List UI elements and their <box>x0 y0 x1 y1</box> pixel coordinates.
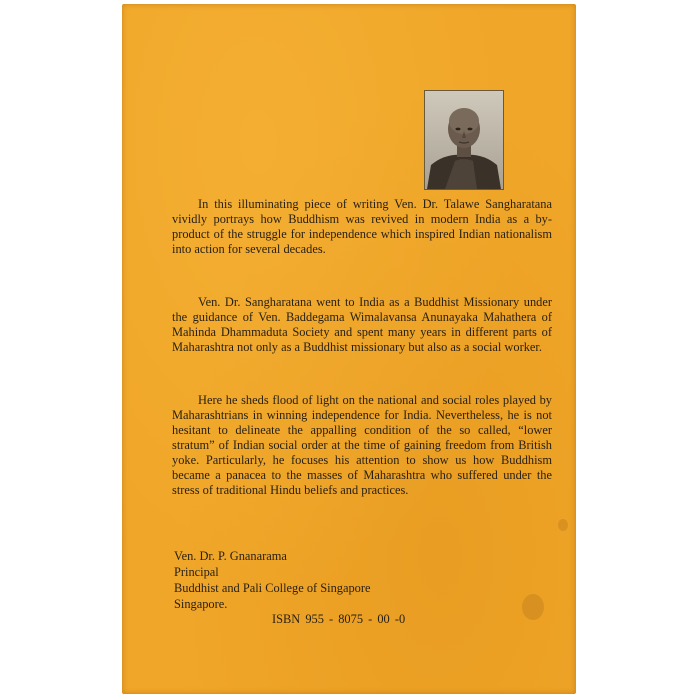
isbn-number: ISBN 955 - 8075 - 00 -0 <box>272 612 406 626</box>
signatory-name: Ven. Dr. P. Gnanarama <box>174 549 287 563</box>
book-back-cover <box>122 4 576 694</box>
signature-block <box>174 548 371 612</box>
stain-mark <box>558 519 568 531</box>
signatory-institution: Buddhist and Pali College of Singapore <box>174 581 371 595</box>
portrait-photo <box>424 90 504 190</box>
description-paragraph-3: Here he sheds flood of light on the national and social roles played by Maharashtrians in winning independence for India. Nevertheless, he is not hesitant to delineate the appalling condition of the so called, “lower stratum” of Indian social order at the time of gaining freedom from British yoke. Particularly, he focuses his attention to show us how Buddhism became a panacea to the masses of Maharashtra who suffered under the stress of traditional Hindu beliefs and practices. <box>172 393 552 497</box>
signatory-title: Principal <box>174 565 219 579</box>
stain-mark <box>522 594 544 620</box>
description-paragraph-1: In this illuminating piece of writing Ven. Dr. Talawe Sangharatana vividly portrays how Buddhism was revived in modern India as a by-product of the struggle for independence which inspired Indian nationalism into action for several decades. <box>172 197 552 256</box>
description-paragraph-2: Ven. Dr. Sangharatana went to India as a Buddhist Missionary under the guidance of Ven. Baddegama Wimalavansa Anunayaka Mahathera of Mahinda Dhammaduta Society and spent many years in different parts of Maharashtra not only as a Buddhist missionary but also as a social worker. <box>172 295 552 354</box>
signatory-location: Singapore. <box>174 597 228 611</box>
portrait-photo-icon <box>425 91 503 189</box>
